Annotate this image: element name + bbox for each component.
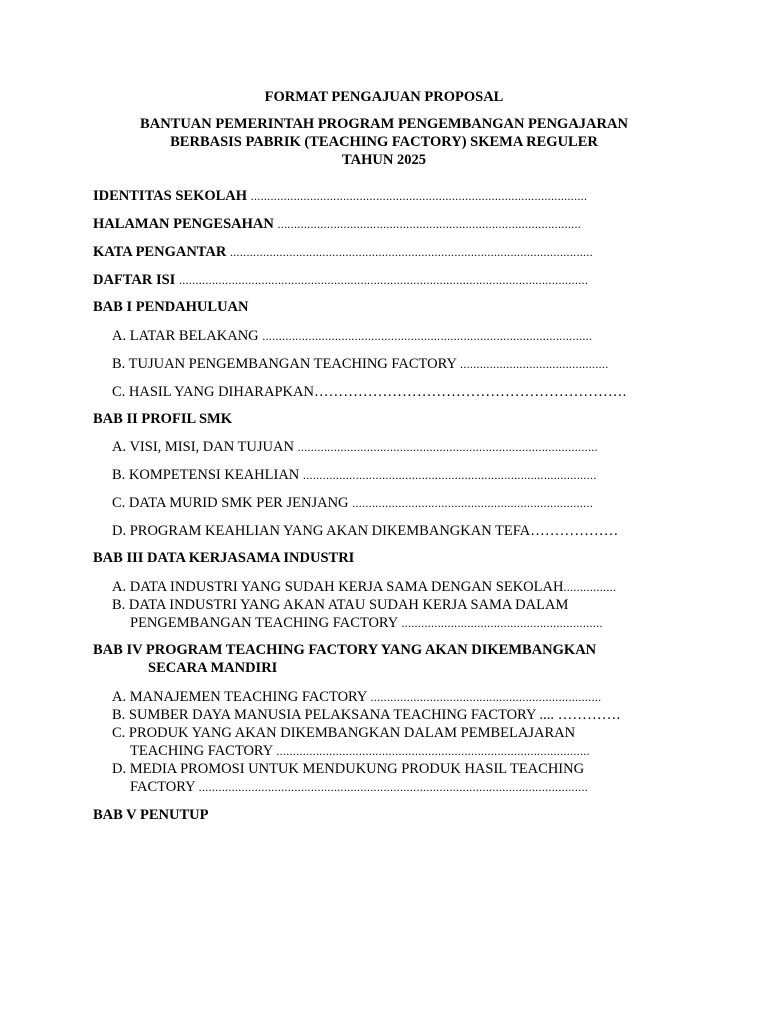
- toc-label: A. VISI, MISI, DAN TUJUAN: [112, 439, 298, 455]
- toc-leader: .............................................: [460, 357, 609, 371]
- toc-leader: ....................................................................................................: [262, 329, 593, 343]
- toc-leader: ………………: [530, 523, 619, 539]
- toc-label: IDENTITAS SEKOLAH: [93, 188, 251, 204]
- toc-leader: ............................................................................................: [277, 217, 582, 231]
- toc-leader: ...........................................................................................: [297, 440, 598, 454]
- toc-leader: .........................................................................: [352, 496, 594, 510]
- toc-leader: ......................................................................................................: [250, 189, 588, 203]
- toc-leader: ………….: [557, 707, 621, 723]
- toc-entry-tujuan: [112, 355, 609, 373]
- toc-label: TEACHING FACTORY: [130, 743, 277, 759]
- toc-entry-media-promosi-cont: [130, 778, 588, 796]
- chapter-heading-bab5: BAB V PENUTUP: [93, 807, 209, 823]
- toc-label: C. HASIL YANG DIHARAPKAN: [112, 384, 314, 400]
- toc-leader: ......................................................................................................................: [198, 780, 589, 794]
- toc-entry-industri-akan: B. DATA INDUSTRI YANG AKAN ATAU SUDAH KERJA SAMA DALAM: [112, 597, 569, 613]
- toc-entry-manajemen: [112, 688, 601, 706]
- toc-entry-produk: C. PRODUK YANG AKAN DIKEMBANGKAN DALAM PEMBELAJARAN: [112, 725, 576, 741]
- toc-label: DAFTAR ISI: [93, 272, 179, 288]
- toc-leader: ...............................................................................................: [276, 744, 590, 758]
- toc-leader: ……………………………………………………….: [313, 384, 627, 400]
- toc-entry-sdm: [112, 706, 620, 724]
- toc-label: HALAMAN PENGESAHAN: [93, 216, 278, 232]
- toc-entry-pengesahan: [93, 215, 581, 233]
- doc-subtitle-line1: BANTUAN PEMERINTAH PROGRAM PENGEMBANGAN PENGAJARAN: [140, 116, 628, 132]
- toc-entry-kata-pengantar: [93, 243, 593, 261]
- toc-label: C. DATA MURID SMK PER JENJANG: [112, 495, 353, 511]
- toc-entry-industri-akan-cont: [130, 614, 603, 632]
- toc-leader: ............................................................................................................................: [178, 273, 589, 287]
- toc-entry-latar-belakang: [112, 327, 592, 345]
- chapter-heading-bab2: BAB II PROFIL SMK: [93, 411, 232, 427]
- chapter-heading-bab4-cont: SECARA MANDIRI: [148, 660, 278, 676]
- toc-entry-industri-sudah: [112, 578, 616, 596]
- toc-leader: ......................................................................: [370, 690, 602, 704]
- toc-label: KATA PENGANTAR: [93, 244, 230, 260]
- toc-entry-data-murid: [112, 494, 593, 512]
- toc-label: FACTORY: [130, 779, 199, 795]
- toc-leader: ................: [563, 580, 617, 594]
- toc-label: PENGEMBANGAN TEACHING FACTORY: [130, 615, 402, 631]
- chapter-heading-bab1: BAB I PENDAHULUAN: [93, 299, 249, 315]
- toc-label: A. LATAR BELAKANG: [112, 328, 263, 344]
- toc-leader: .........................................................................................: [302, 468, 597, 482]
- toc-entry-program-keahlian: [112, 522, 618, 540]
- doc-year: TAHUN 2025: [342, 152, 426, 168]
- toc-entry-media-promosi: D. MEDIA PROMOSI UNTUK MENDUKUNG PRODUK HASIL TEACHING: [112, 761, 585, 777]
- toc-label: B. TUJUAN PENGEMBANGAN TEACHING FACTORY: [112, 356, 461, 372]
- toc-label: B. KOMPETENSI KEAHLIAN: [112, 467, 303, 483]
- toc-entry-visi-misi: [112, 438, 598, 456]
- toc-entry-produk-cont: [130, 742, 590, 760]
- doc-subtitle-line2: BERBASIS PABRIK (TEACHING FACTORY) SKEMA REGULER: [170, 134, 598, 150]
- toc-label: A. MANAJEMEN TEACHING FACTORY: [112, 689, 371, 705]
- toc-label: D. PROGRAM KEAHLIAN YANG AKAN DIKEMBANGKAN TEFA: [112, 523, 531, 539]
- toc-leader: .............................................................: [401, 616, 603, 630]
- toc-entry-hasil: [112, 383, 626, 401]
- chapter-heading-bab3: BAB III DATA KERJASAMA INDUSTRI: [93, 550, 355, 566]
- toc-entry-kompetensi: [112, 466, 597, 484]
- toc-leader: ..............................................................................................................: [229, 245, 593, 259]
- toc-entry-identitas: [93, 187, 587, 205]
- doc-title: FORMAT PENGAJUAN PROPOSAL: [264, 89, 504, 105]
- toc-entry-daftar-isi: [93, 271, 588, 289]
- toc-label: A. DATA INDUSTRI YANG SUDAH KERJA SAMA DENGAN SEKOLAH: [112, 579, 564, 595]
- chapter-heading-bab4: BAB IV PROGRAM TEACHING FACTORY YANG AKAN DIKEMBANGKAN: [93, 642, 597, 658]
- toc-label: B. SUMBER DAYA MANUSIA PELAKSANA TEACHING FACTORY ....: [112, 707, 558, 723]
